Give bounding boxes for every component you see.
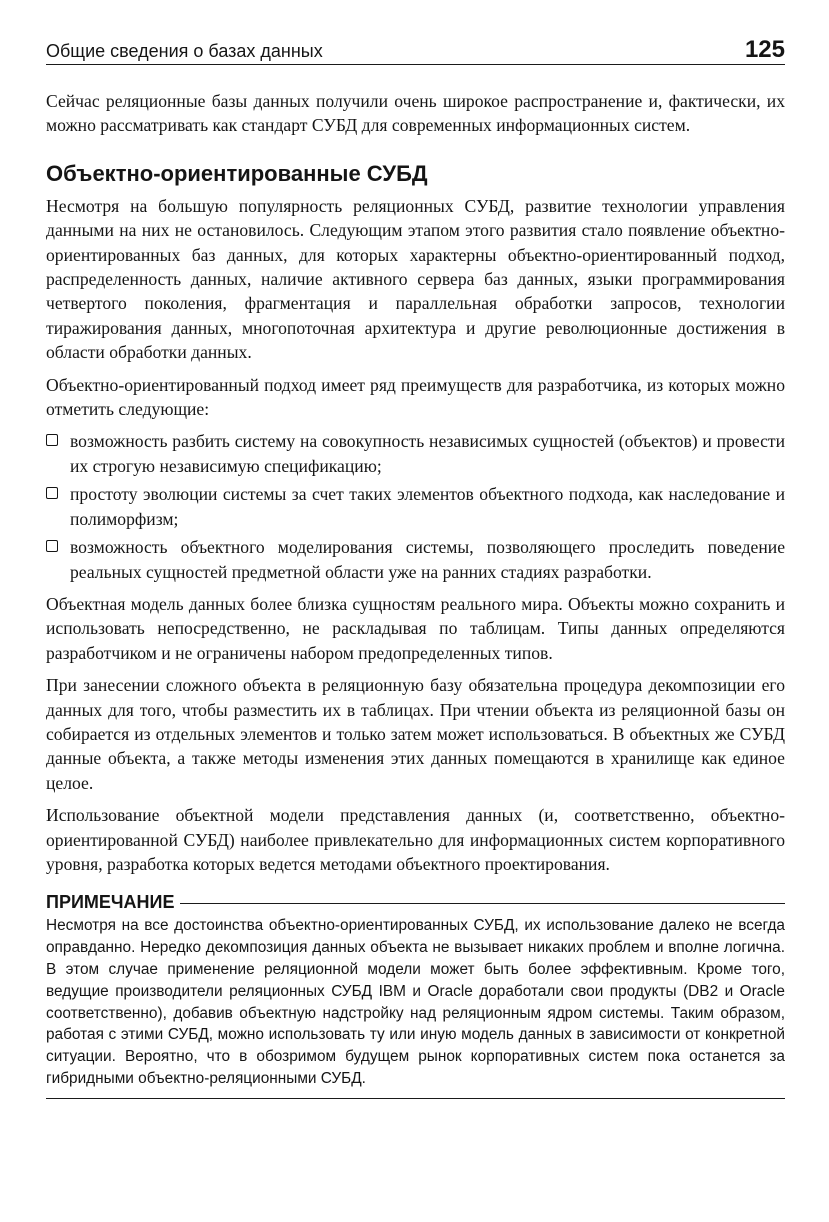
note-text: Несмотря на все достоинства объектно-ориентированных СУБД, их использование далеко не всегда оправданно. Нередко декомпозиция данных объекта не вызывает никаких проблем и вполне логична. В этом случае применение реляционной модели может быть более эффективным. Кроме того, ведущие производители реляционных СУБД IBM и Oracle доработали свои продукты (DB2 и Oracle соответственно), добавив объектную надстройку над реляционным ядром системы. Таким образом, работая с этими СУБД, можно использовать ту или иную модель данных в зависимости от конкретной ситуации. Вероятно, что в обозримом будущем рынок корпоративных систем пока останется за гибридными объектно-реляционными СУБД. (46, 917, 785, 1087)
list-item-text: простоту эволюции системы за счет таких элементов объектного подхода, как наследование и полиморфизм; (70, 484, 785, 529)
checkbox-bullet-icon (46, 487, 58, 499)
paragraph: Использование объектной модели представления данных (и, соответственно, объектно-ориентированной СУБД) наиболее привлекательно для информационных систем корпоративного уровня, разработка которых ведется методами объектного проектирования. (46, 805, 785, 874)
book-page (46, 38, 785, 1099)
note-bottom-rule (46, 1098, 785, 1099)
checkbox-bullet-icon (46, 434, 58, 446)
list-item (46, 482, 785, 531)
checkbox-bullet-icon (46, 540, 58, 552)
note-box (46, 892, 785, 1098)
page-number: 125 (744, 36, 785, 63)
list-item-text: возможность разбить систему на совокупность независимых сущностей (объектов) и провести их строгую независимую спецификацию; (70, 431, 785, 476)
list-item (46, 535, 785, 584)
running-header (46, 38, 785, 65)
running-title: Общие сведения о базах данных (46, 41, 323, 61)
note-title: ПРИМЕЧАНИЕ (46, 892, 175, 913)
list-item (46, 429, 785, 478)
intro-paragraph: Сейчас реляционные базы данных получили очень широкое распространение и, фактически, их можно рассматривать как стандарт СУБД для современных информационных систем. (46, 91, 785, 136)
note-rule (180, 903, 785, 904)
section-title: Объектно-ориентированные СУБД (46, 160, 428, 186)
paragraph: Объектная модель данных более близка сущностям реального мира. Объекты можно сохранить и использовать непосредственно, не раскладывая по таблицам. Типы данных определяются разработчиком и не ограничены набором предопределенных типов. (46, 593, 785, 663)
paragraph: Несмотря на большую популярность реляционных СУБД, развитие технологии управления данными на них не остановилось. Следующим этапом этого развития стало появление объектно-ориентированных баз данных, для которых характерны объектно-ориентированный подход, распределенность данных, наличие активного сервера баз данных, языки программирования четвертого поколения, фрагментация и параллельная обработки запросов, технологии тиражирования данных, многопоточная архитектура и другие революционные достижения в области обработки данных. (46, 195, 785, 363)
list-item-text: возможность объектного моделирования системы, позволяющего проследить поведение реальных сущностей предметной области уже на ранних стадиях разработки. (70, 537, 785, 582)
paragraph: Объектно-ориентированный подход имеет ряд преимуществ для разработчика, из которых можно отметить следующие: (46, 374, 785, 420)
body-text (46, 89, 785, 876)
paragraph: При занесении сложного объекта в реляционную базу обязательна процедура декомпозиции его данных для того, чтобы разместить их в таблицах. При чтении объекта из реляционной базы он собирается из отдельных элементов и только затем может использоваться. В объектных же СУБД данные объекта, а также методы изменения этих данных помещаются в хранилище как единое целое. (46, 675, 785, 793)
note-header (46, 892, 785, 913)
advantages-list (46, 429, 785, 583)
